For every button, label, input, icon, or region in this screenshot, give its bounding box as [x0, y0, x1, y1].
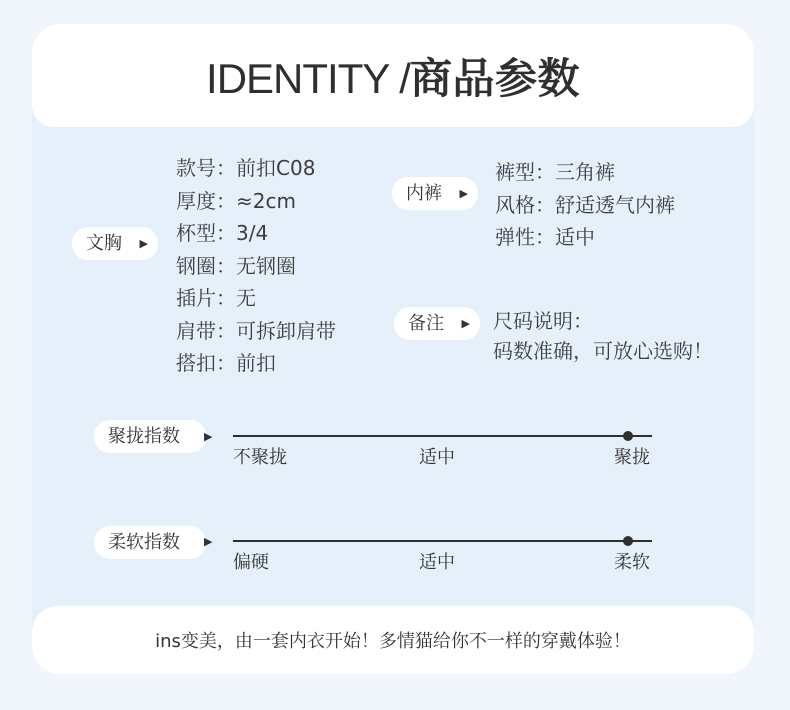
panty-spec-item: 裤型：三角裤	[495, 160, 615, 184]
bra-label: 文胸	[86, 233, 122, 254]
footer-slogan: ins变美，由一套内衣开始！多情猫给你不一样的穿戴体验！	[155, 631, 631, 652]
product-parameters-card	[32, 24, 754, 674]
push-up-tick-high: 聚拢	[614, 447, 650, 468]
note-label: 备注	[408, 313, 444, 334]
bra-spec-list	[176, 152, 336, 380]
panty-spec-list	[495, 156, 675, 254]
bra-spec-item: 杯型：3/4	[176, 221, 269, 245]
push-up-tick-low: 不聚拢	[233, 447, 287, 468]
softness-index-label: 柔软指数	[108, 532, 180, 553]
panty-pill	[392, 177, 478, 210]
push-up-index-pill	[94, 420, 206, 453]
panty-spec-item: 风格：舒适透气内裤	[495, 192, 675, 217]
header	[32, 24, 754, 127]
push-up-index-label: 聚拢指数	[108, 426, 180, 447]
triangle-right-icon: ▶	[461, 317, 470, 330]
softness-tick-low: 偏硬	[233, 552, 269, 573]
bra-spec-item: 肩带：可拆卸肩带	[176, 318, 336, 343]
softness-tick-high: 柔软	[614, 552, 650, 573]
softness-level-marker	[623, 536, 633, 546]
footer-banner	[32, 606, 754, 674]
triangle-right-icon: ▶	[139, 237, 148, 250]
bra-spec-item: 搭扣：前扣	[176, 351, 276, 375]
bra-spec-item: 插片：无	[176, 286, 256, 310]
triangle-right-icon: ▶	[204, 430, 213, 443]
triangle-right-icon: ▶	[204, 535, 213, 548]
title-chinese: 商品参数	[409, 53, 580, 103]
note-text	[493, 306, 713, 366]
title-english: IDENTITY /	[206, 54, 410, 102]
panty-label: 内裤	[406, 183, 442, 204]
softness-tick-mid: 适中	[419, 552, 455, 573]
note-line: 尺码说明：	[493, 309, 593, 333]
push-up-level-marker	[623, 431, 633, 441]
bra-spec-item: 厚度：≈2cm	[176, 188, 296, 213]
note-pill	[394, 307, 480, 340]
page-title	[206, 46, 580, 106]
push-up-scale-line	[233, 435, 652, 437]
softness-index-pill	[94, 526, 206, 559]
push-up-tick-mid: 适中	[419, 447, 455, 468]
bra-spec-item: 款号：前扣C08	[176, 156, 316, 180]
panty-spec-item: 弹性：适中	[495, 225, 595, 249]
bra-spec-item: 钢圈：无钢圈	[176, 253, 296, 278]
bra-pill	[72, 227, 158, 260]
note-line: 码数准确，可放心选购！	[493, 339, 713, 363]
triangle-right-icon: ▶	[459, 187, 468, 200]
softness-scale-line	[233, 540, 652, 542]
